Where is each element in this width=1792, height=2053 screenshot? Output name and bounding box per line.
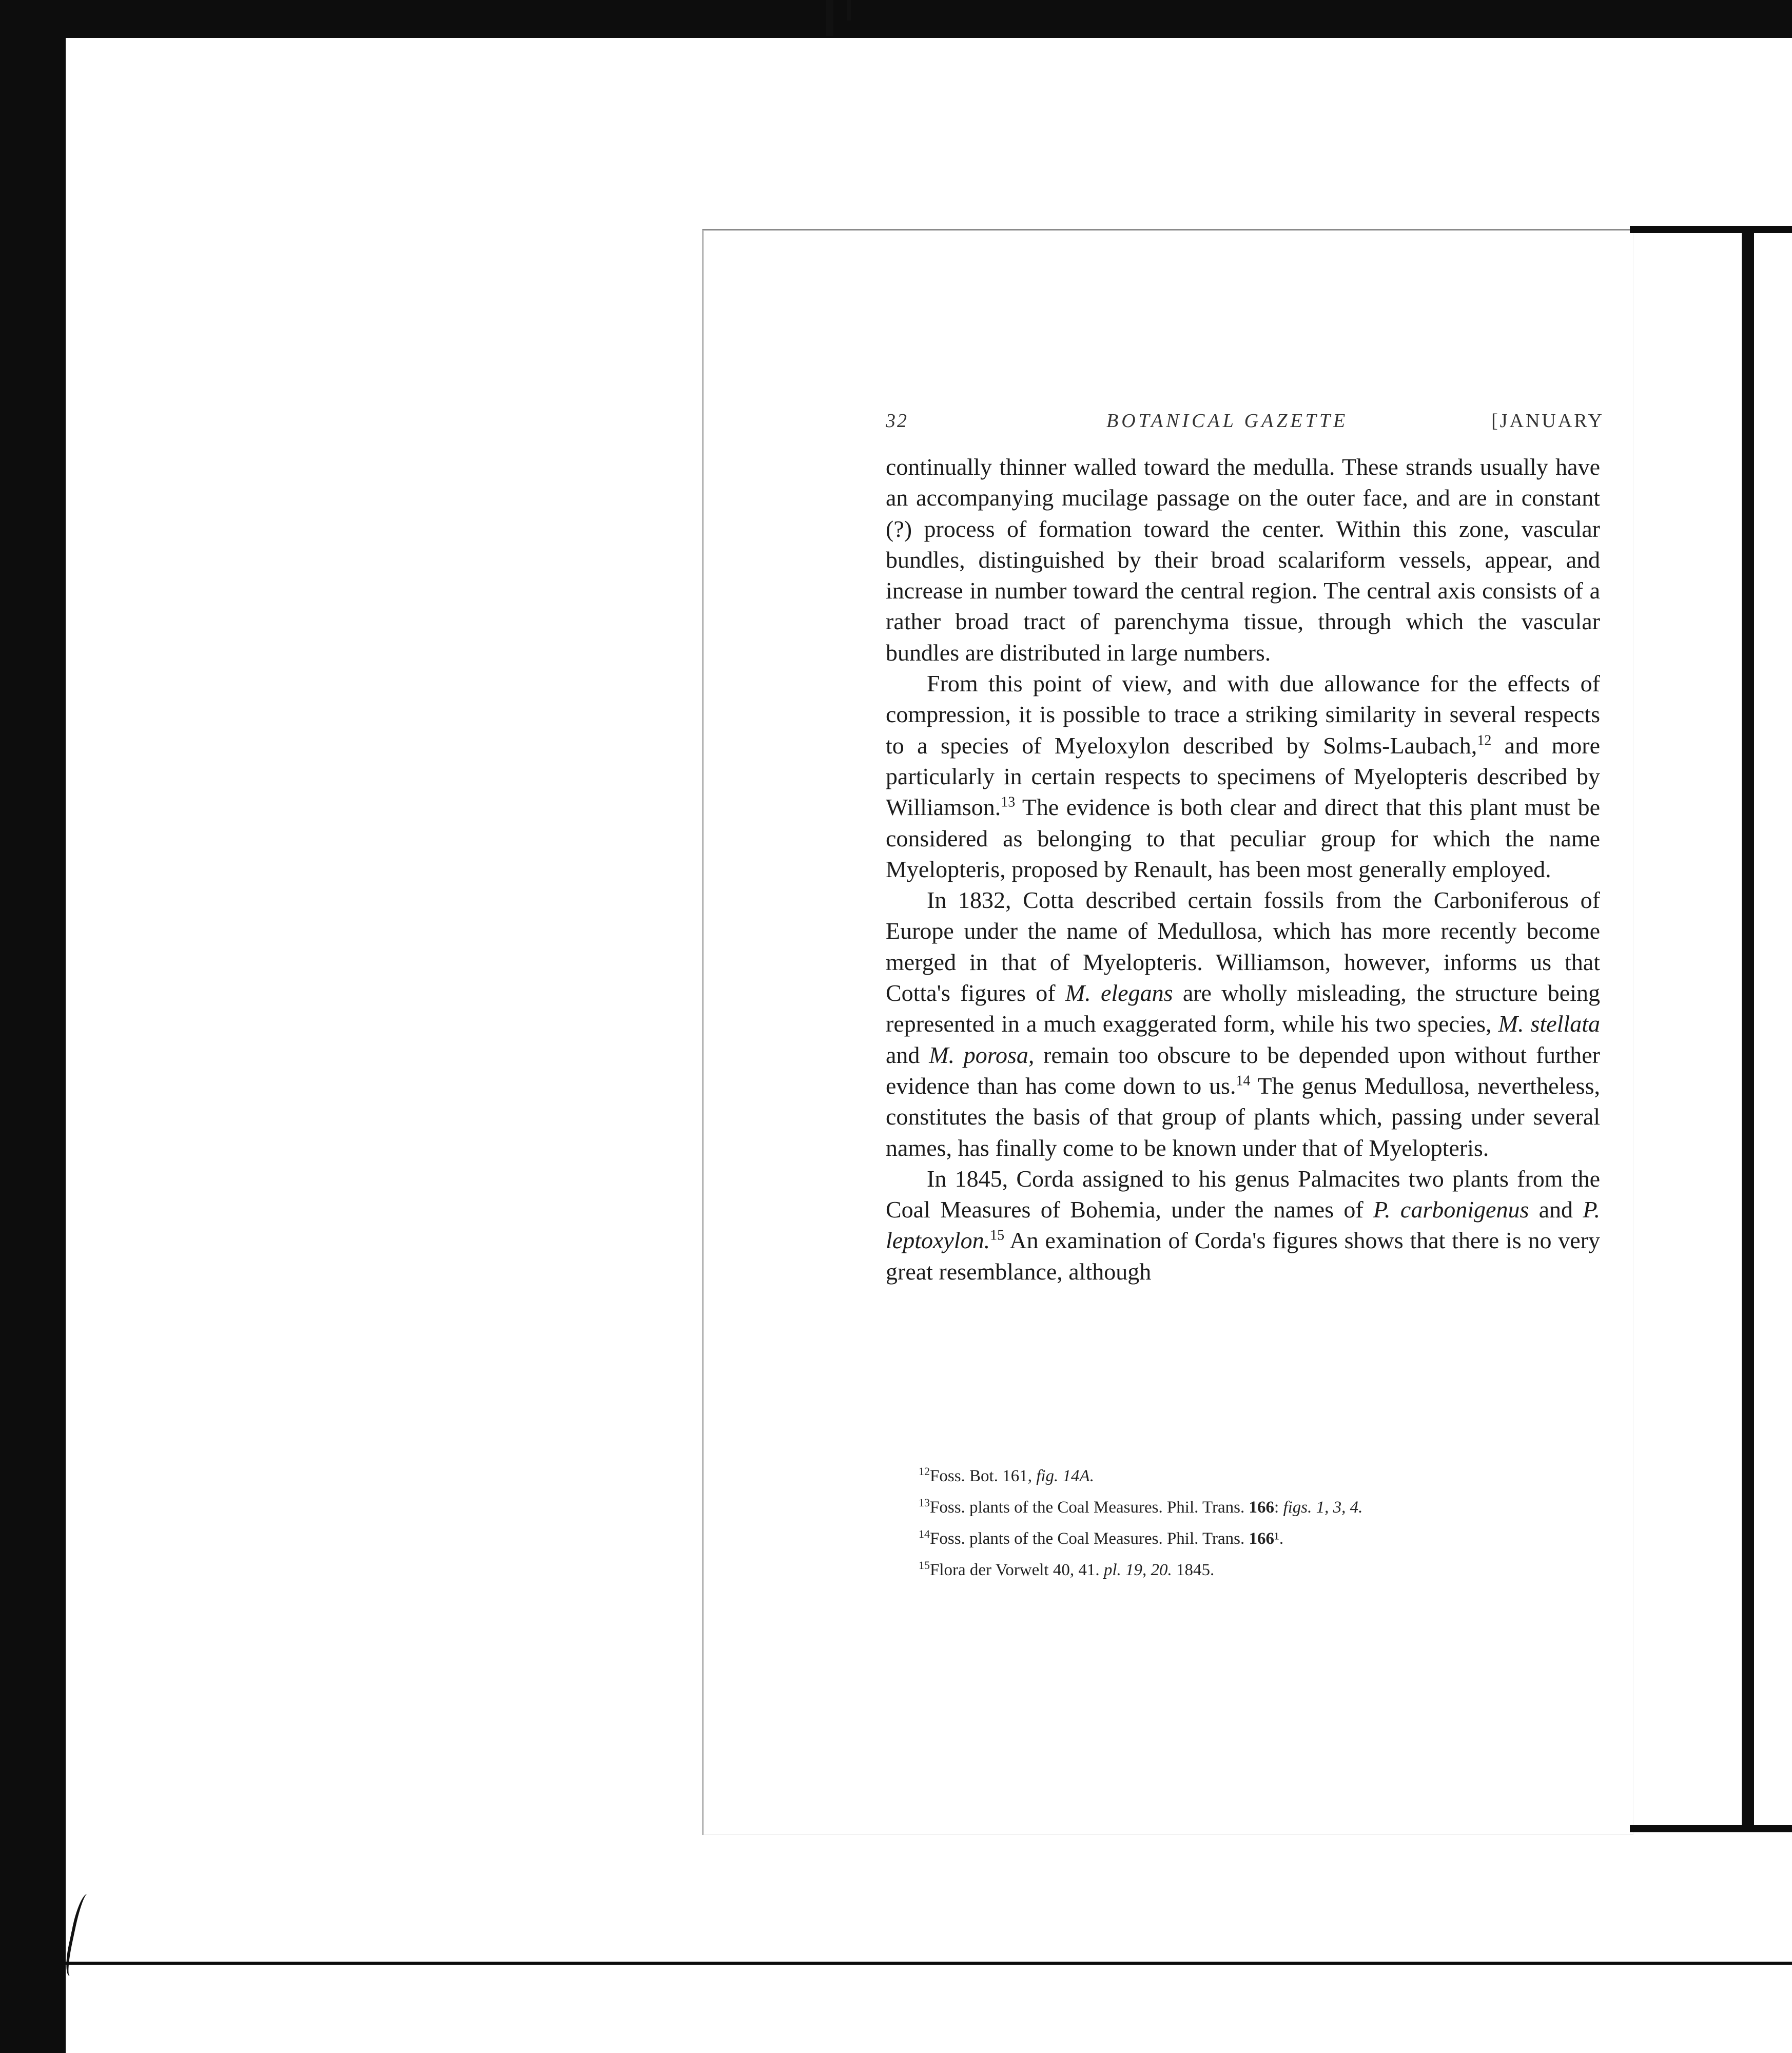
footnote: $^{13}$Foss. plants of the Coal Measures. Phil. Trans. 166: figs. 1, 3, 4. [919, 1496, 1363, 1517]
paragraph: continually thinner walled toward the medulla. These strands usually have an accompanying mucilage passage on the outer face, and are in constant (?) process of formation toward the center. Within this zone, vascular bundles, distinguished by their broad scalariform vessels, appear, and increase in number toward the central region. The central axis consists of a rather broad tract of parenchyma tissue, through which the vascular bundles are distributed in large numbers. [886, 454, 1600, 666]
footnote-ref: 14 [1236, 1073, 1251, 1089]
running-header [886, 410, 1604, 435]
paragraph: From this point of view, and with due allowance for the effects of compression, it is possible to trace a striking similarity in several respects to a species of Myeloxylon described by Solms-Laubach,$^{12}$ and more particularly in certain respects to specimens of Myelopteris described by Williamson.$^{13}$ The evidence is both clear and direct that this plant must be considered as belonging to that peculiar group for which the name Myelopteris, proposed by Renault, has been most generally employed. [886, 670, 1600, 882]
footnote: $^{15}$Flora der Vorwelt 40, 41. pl. 19, 20. 1845. [919, 1559, 1215, 1579]
scan-mark [826, 0, 833, 36]
page-frame-right [1742, 226, 1754, 1829]
page-number: 32 [886, 410, 908, 432]
page-frame-bottom [1630, 1825, 1792, 1832]
footnote: $^{12}$Foss. Bot. 161, fig. 14A. [919, 1465, 1094, 1485]
paragraph: In 1845, Corda assigned to his genus Palmacites two plants from the Coal Measures of Bohemia, under the names of P. carbonigenus and P. leptoxylon.$^{15}$ An examination of Corda's figures shows that there is no very great resemblance, although [886, 1165, 1600, 1285]
article-body [886, 452, 1600, 1287]
scan-bottom-border [66, 1962, 1792, 1965]
running-title: BOTANICAL GAZETTE [1106, 410, 1349, 432]
page-frame-top [1630, 226, 1792, 233]
footnote: $^{14}$Foss. plants of the Coal Measures. Phil. Trans. 166¹. [919, 1527, 1284, 1548]
footnotes [919, 1461, 1596, 1586]
footnote-ref: 12 [1477, 732, 1492, 749]
scan-mark [847, 0, 851, 21]
footnote-ref: 13 [1001, 794, 1016, 810]
paragraph: In 1832, Cotta described certain fossils from the Carboniferous of Europe under the name of Medullosa, which has more recently become merged in that of Myelopteris. Williamson, however, informs us that Cotta's figures of M. elegans are wholly misleading, the structure being represented in a much exaggerated form, while his two species, M. stellata and M. porosa, remain too obscure to be depended upon without further evidence than has come down to us.$^{14}$ The genus Medullosa, nevertheless, constitutes the basis of that group of plants which, passing under several names, has finally come to be known under that of Myelopteris. [886, 887, 1600, 1161]
issue-month: [JANUARY [1491, 410, 1604, 432]
scan-left-border [0, 0, 66, 2053]
footnote-ref: 15 [990, 1228, 1005, 1244]
scan-top-border [66, 0, 1792, 38]
